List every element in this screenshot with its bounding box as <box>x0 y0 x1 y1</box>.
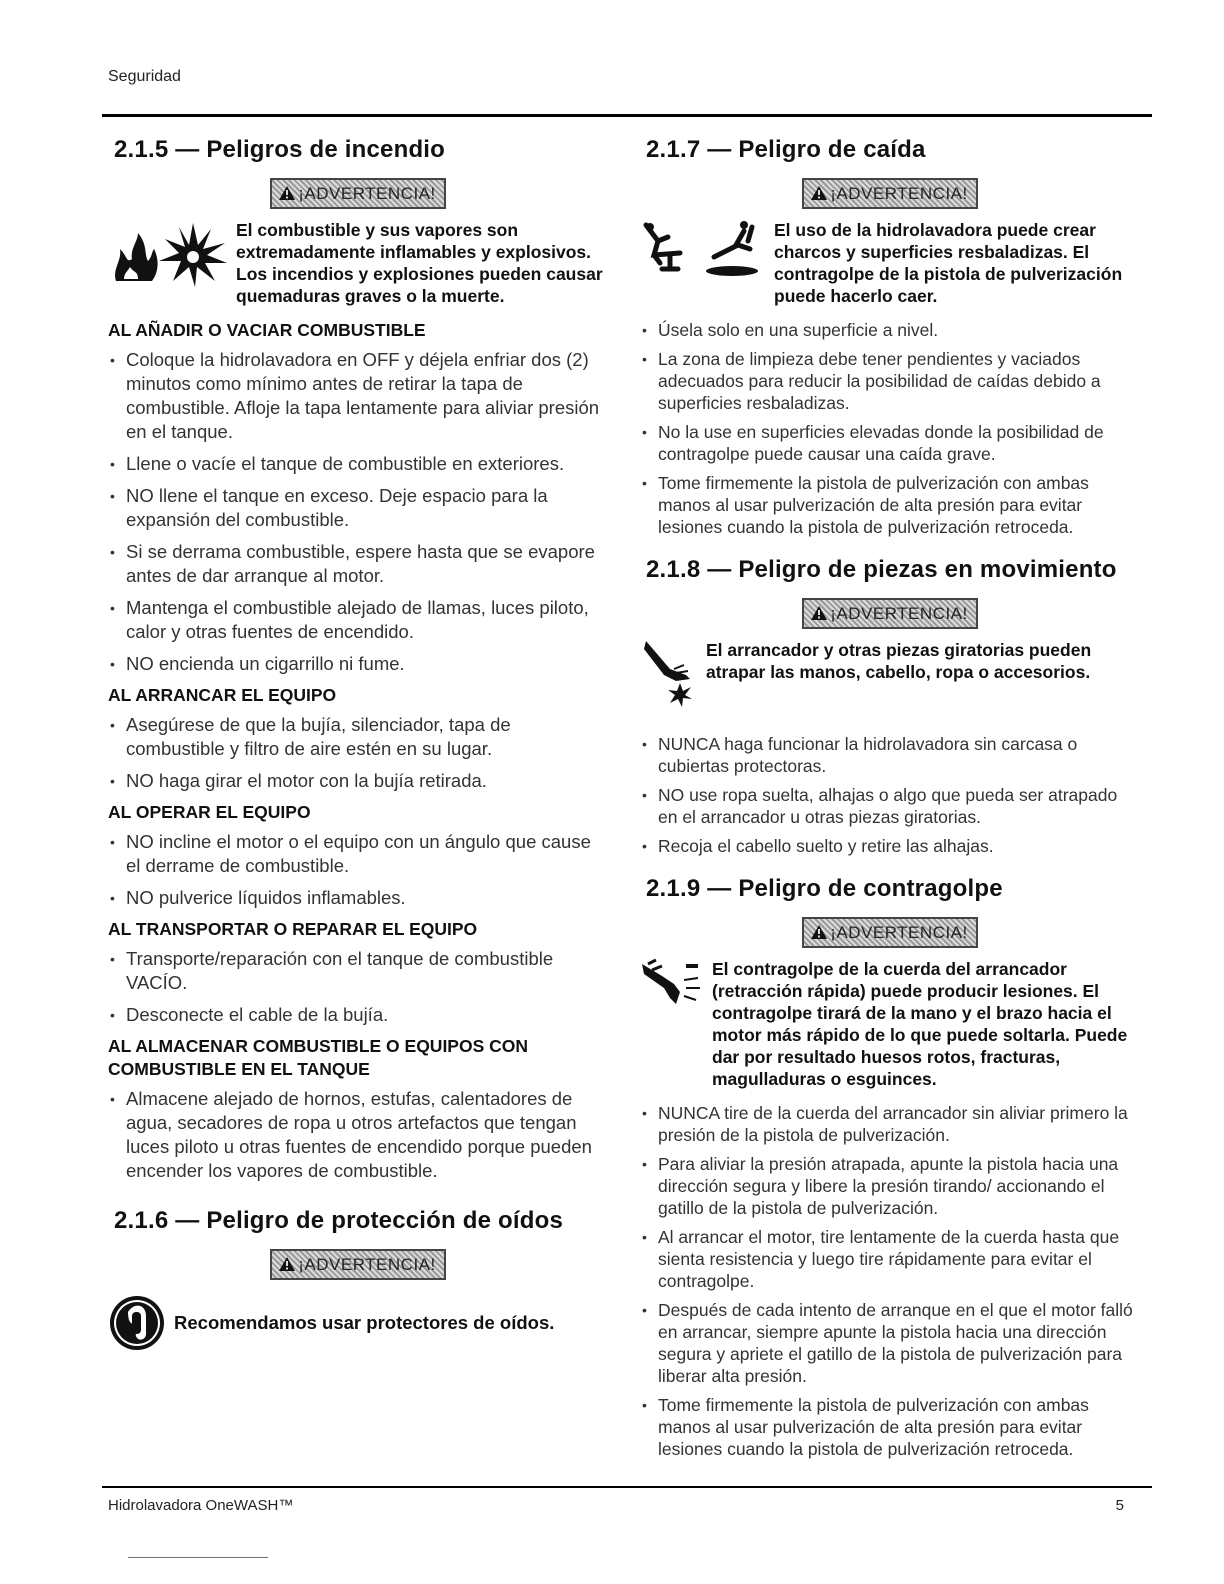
moving-parts-warning-text: El arrancador y otras piezas giratorias pueden atrapar las manos, cabello, ropa o accesorios. <box>706 640 1092 682</box>
hearing-warning-callout <box>108 1294 608 1352</box>
list-item: • NO incline el motor o el equipo con un ángulo que cause el derrame de combustible. <box>108 830 608 878</box>
list-item: • Úsela solo en una superficie a nivel. <box>640 319 1140 341</box>
warning-banner <box>270 178 446 209</box>
warning-banner <box>270 1249 446 1280</box>
section-title-2-1-8: 2.1.8 — Peligro de piezas en movimiento <box>646 556 1117 583</box>
right-column <box>640 130 1140 1467</box>
list-item: • Después de cada intento de arranque en el que el motor falló en arrancar, siempre apunte la pistola hacia una dirección segura y apriete el gatillo de la pistola de pulverización para liberar alta presión. <box>640 1299 1140 1387</box>
fire-explosion-icon <box>108 219 228 289</box>
header-divider <box>102 114 1152 117</box>
list-item: • Coloque la hidrolavadora en OFF y déjela enfriar dos (2) minutos como mínimo antes de retirar la tapa de combustible. Afloje la tapa lentamente para aliviar presión en el tanque. <box>108 348 608 444</box>
bullet-list <box>108 1087 608 1183</box>
kickback-warning-text: El contragolpe de la cuerda del arrancador (retracción rápida) puede producir lesiones. El contragolpe tirará de la mano y el brazo hacia el motor más rápido de lo que puede soltarla. Puede dar por resultado huesos rotos, fracturas, magulladuras o esguinces. <box>712 959 1128 1089</box>
footer-product-name: Hidrolavadora OneWASH™ <box>108 1497 294 1514</box>
bullet-list <box>640 733 1140 857</box>
warning-triangle-icon <box>810 924 828 940</box>
list-item: • Tome firmemente la pistola de pulverización con ambas manos al usar pulverización de alta presión para evitar lesiones cuando la pistola de pulverización retroceda. <box>640 472 1140 538</box>
section-title-2-1-5: 2.1.5 — Peligros de incendio <box>114 136 446 163</box>
ear-protection-icon <box>108 1294 166 1352</box>
bullet-list <box>108 830 608 910</box>
list-item: • Almacene alejado de hornos, estufas, calentadores de agua, secadores de ropa u otros artefactos que tengan luces piloto u otras fuentes de encendido porque pueden encender los vapores de combustible. <box>108 1087 608 1183</box>
section-title-2-1-6: 2.1.6 — Peligro de protección de oídos <box>114 1207 564 1234</box>
fire-warning-callout <box>108 219 608 307</box>
recoil-kickback-icon <box>640 958 704 1018</box>
list-item: • NO llene el tanque en exceso. Deje espacio para la expansión del combustible. <box>108 484 608 532</box>
list-item: • NO pulverice líquidos inflamables. <box>108 886 608 910</box>
section-title-2-1-9: 2.1.9 — Peligro de contragolpe <box>646 875 1003 902</box>
list-item: • No la use en superficies elevadas donde la posibilidad de contragolpe puede causar una caída grave. <box>640 421 1140 465</box>
warning-label: ¡ADVERTENCIA! <box>830 604 968 623</box>
warning-label: ¡ADVERTENCIA! <box>298 1255 436 1274</box>
warning-banner <box>802 178 978 209</box>
list-item: • Al arrancar el motor, tire lentamente de la cuerda hasta que sienta resistencia y luego tire rápidamente para evitar el contragolpe. <box>640 1226 1140 1292</box>
list-item: • NO encienda un cigarrillo ni fume. <box>108 652 608 676</box>
hand-entanglement-icon <box>640 639 698 713</box>
bullet-list <box>108 713 608 793</box>
list-item: • Desconecte el cable de la bujía. <box>108 1003 608 1027</box>
list-item: • NUNCA haga funcionar la hidrolavadora sin carcasa o cubiertas protectoras. <box>640 733 1140 777</box>
hearing-warning-text: Recomendamos usar protectores de oídos. <box>174 1312 555 1333</box>
list-item: • Si se derrama combustible, espere hasta que se evapore antes de dar arranque al motor. <box>108 540 608 588</box>
bullet-list <box>108 348 608 676</box>
footer-divider <box>102 1486 1152 1488</box>
moving-parts-warning-callout <box>640 639 1140 713</box>
list-item: • La zona de limpieza debe tener pendientes y vaciados adecuados para reducir la posibilidad de caídas debido a superficies resbaladizas. <box>640 348 1140 414</box>
warning-label: ¡ADVERTENCIA! <box>298 184 436 203</box>
list-item: • NO haga girar el motor con la bujía retirada. <box>108 769 608 793</box>
footer-underline <box>128 1557 268 1558</box>
list-item: • NO use ropa suelta, alhajas o algo que pueda ser atrapado en el arrancador u otras piezas giratorias. <box>640 784 1140 828</box>
group-heading: AL TRANSPORTAR O REPARAR EL EQUIPO <box>108 919 478 939</box>
group-heading: AL ALMACENAR COMBUSTIBLE O EQUIPOS CON COMBUSTIBLE EN EL TANQUE <box>108 1036 529 1079</box>
list-item: • Mantenga el combustible alejado de llamas, luces piloto, calor y otras fuentes de encendido. <box>108 596 608 644</box>
bullet-list <box>108 947 608 1027</box>
list-item: • NUNCA tire de la cuerda del arrancador sin aliviar primero la presión de la pistola de pulverización. <box>640 1102 1140 1146</box>
bullet-list <box>640 1102 1140 1460</box>
warning-triangle-icon <box>278 185 296 201</box>
group-heading: AL ARRANCAR EL EQUIPO <box>108 685 337 705</box>
list-item: • Llene o vacíe el tanque de combustible en exteriores. <box>108 452 608 476</box>
page-header: Seguridad <box>108 68 181 85</box>
group-heading: AL OPERAR EL EQUIPO <box>108 802 311 822</box>
warning-label: ¡ADVERTENCIA! <box>830 923 968 942</box>
group-heading: AL AÑADIR O VACIAR COMBUSTIBLE <box>108 320 426 340</box>
section-title-2-1-7: 2.1.7 — Peligro de caída <box>646 136 926 163</box>
warning-triangle-icon <box>810 605 828 621</box>
fall-warning-callout <box>640 219 1140 307</box>
list-item: • Recoja el cabello suelto y retire las alhajas. <box>640 835 1140 857</box>
warning-label: ¡ADVERTENCIA! <box>830 184 968 203</box>
list-item: • Asegúrese de que la bujía, silenciador, tapa de combustible y filtro de aire estén en su lugar. <box>108 713 608 761</box>
list-item: • Para aliviar la presión atrapada, apunte la pistola hacia una dirección segura y libere la presión tirando/ accionando el gatillo de la pistola de pulverización. <box>640 1153 1140 1219</box>
bullet-list <box>640 319 1140 538</box>
list-item: • Tome firmemente la pistola de pulverización con ambas manos al usar pulverización de alta presión para evitar lesiones cuando la pistola de pulverización retroceda. <box>640 1394 1140 1460</box>
warning-triangle-icon <box>278 1256 296 1272</box>
left-column <box>108 130 608 1364</box>
warning-banner <box>802 598 978 629</box>
slip-fall-icon <box>640 219 766 283</box>
fall-warning-text: El uso de la hidrolavadora puede crear charcos y superficies resbaladizas. El contragolpe de la pistola de pulverización puede hacerlo caer. <box>774 220 1123 306</box>
list-item: • Transporte/reparación con el tanque de combustible VACÍO. <box>108 947 608 995</box>
kickback-warning-callout <box>640 958 1140 1090</box>
warning-triangle-icon <box>810 185 828 201</box>
warning-banner <box>802 917 978 948</box>
fire-warning-text: El combustible y sus vapores son extremadamente inflamables y explosivos. Los incendios y explosiones pueden causar quemaduras graves o la muerte. <box>236 220 603 306</box>
page-number: 5 <box>1115 1497 1124 1514</box>
